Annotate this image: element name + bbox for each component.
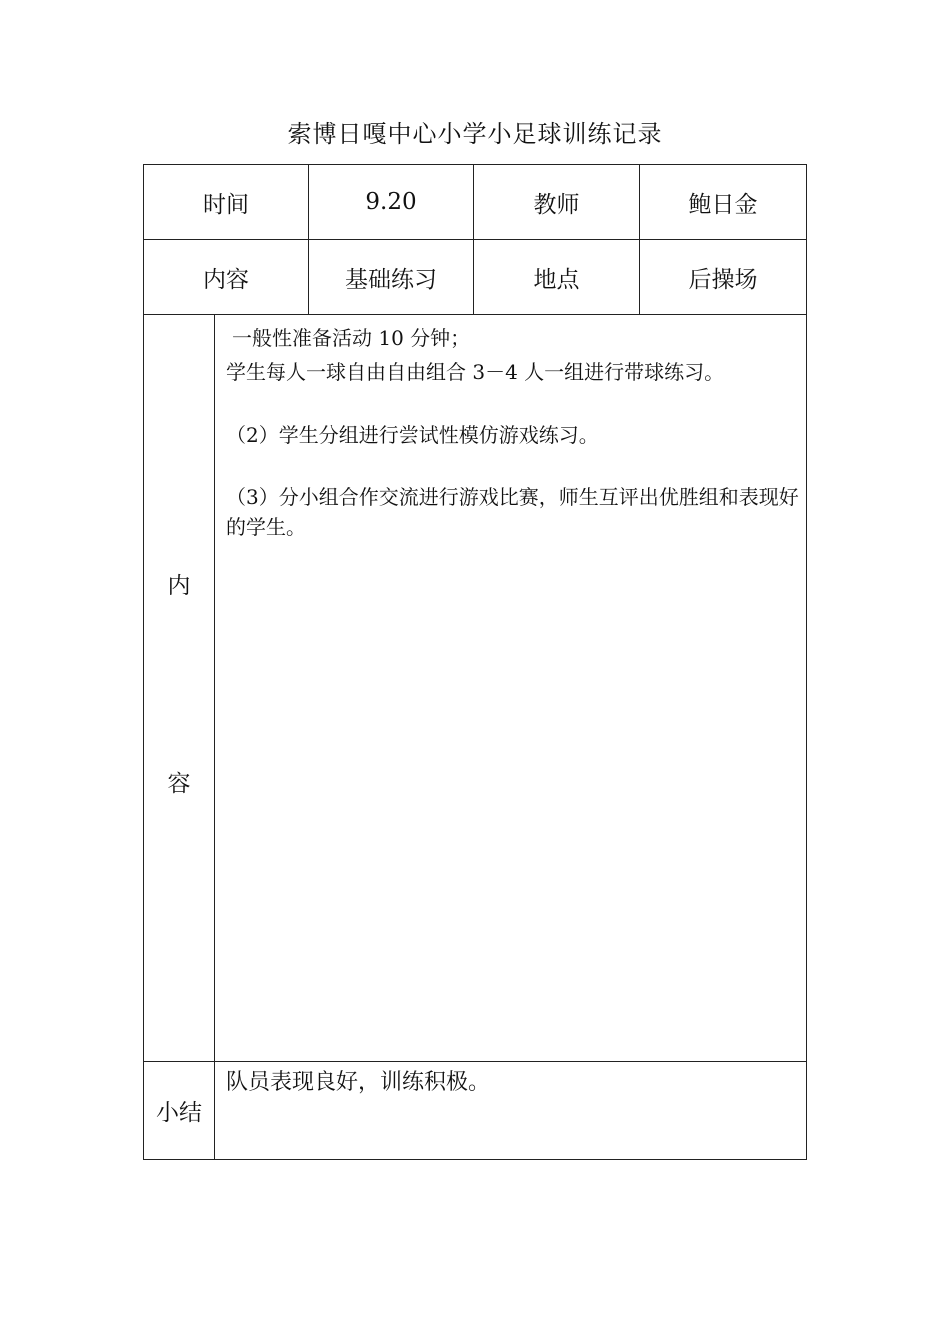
header-row-content [144,240,807,315]
content-label-char-1: 内 [167,573,191,599]
time-label: 时间 [144,165,309,240]
content-body [215,315,807,1062]
training-record-table [143,164,807,1160]
summary-row [144,1062,807,1160]
content-label-char-2: 容 [167,771,191,797]
time-value: 9.20 [309,165,474,240]
header-row-time [144,165,807,240]
content-type-label: 内容 [144,240,309,315]
content-paragraph: （2）学生分组进行尝试性模仿游戏练习。 [226,423,599,447]
content-type-value: 基础练习 [309,240,474,315]
location-label: 地点 [474,240,640,315]
content-paragraph: 一般性准备活动 10 分钟； [232,326,471,350]
summary-body [215,1062,807,1160]
location-value: 后操场 [640,240,807,315]
summary-label: 小结 [144,1062,215,1160]
page-title: 索博日嘎中心小学小足球训练记录 [287,120,663,148]
content-paragraph: （3）分小组合作交流进行游戏比赛，师生互评出优胜组和表现好的学生。 [226,485,799,539]
content-paragraph: 学生每人一球自由自由组合 3－4 人一组进行带球练习。 [226,360,725,384]
summary-text: 队员表现良好，训练积极。 [226,1070,491,1095]
teacher-value: 鲍日金 [640,165,807,240]
teacher-label: 教师 [474,165,640,240]
content-row [144,315,807,1062]
content-side-label [144,315,215,1062]
